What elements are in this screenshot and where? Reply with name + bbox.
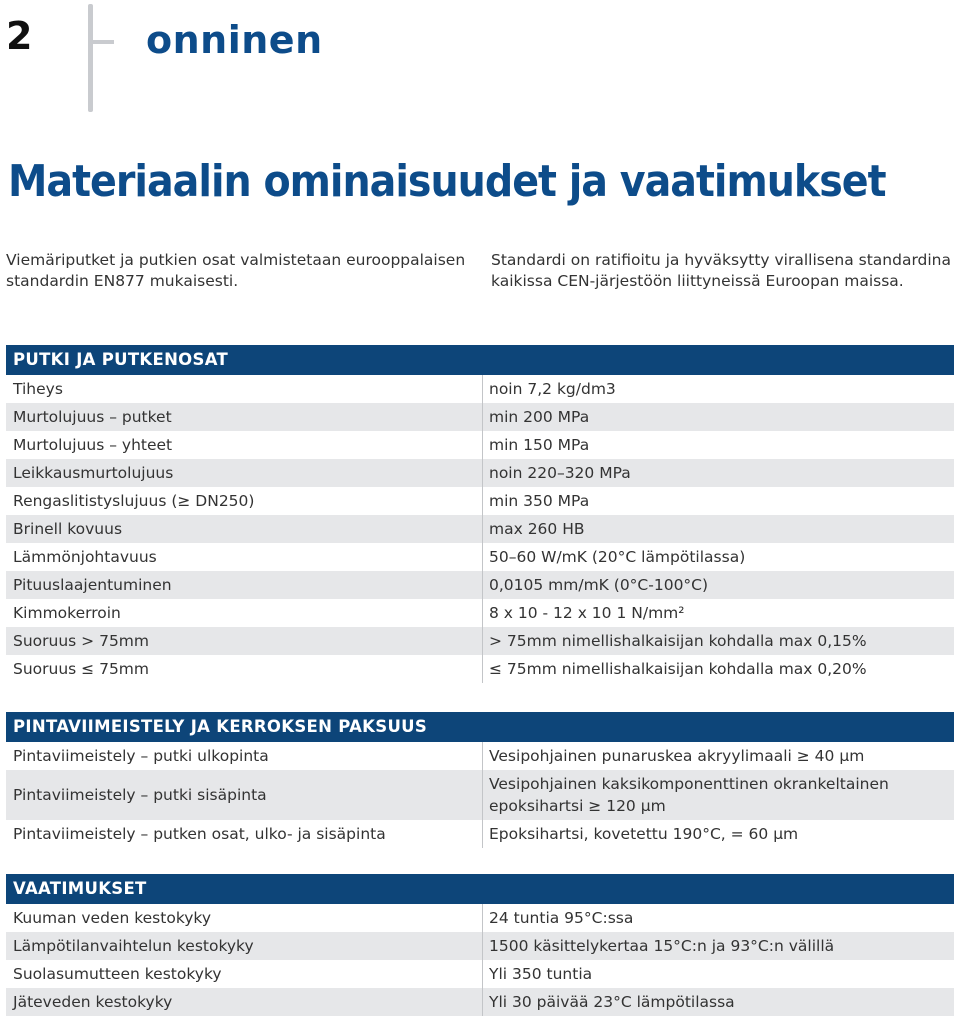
- property-value: Yli 30 päivää 23°C lämpötilassa: [482, 988, 954, 1016]
- property-name: Lämpötilanvaihtelun kestokyky: [13, 937, 254, 955]
- table-row: [6, 515, 954, 543]
- property-value: min 150 MPa: [482, 431, 954, 459]
- header-divider-vertical: [88, 4, 93, 112]
- table-body: [6, 904, 954, 1016]
- intro-left-paragraph: Viemäriputket ja putkien osat valmistetaan eurooppalaisen standardin EN877 mukaisesti.: [6, 251, 466, 290]
- table-row: [6, 375, 954, 403]
- intro-right-paragraph: Standardi on ratifioitu ja hyväksytty virallisena standardina kaikissa CEN-järjestöön liittyneissä Euroopan maissa.: [491, 251, 952, 290]
- property-name: Jäteveden kestokyky: [13, 993, 173, 1011]
- table-row: [6, 599, 954, 627]
- table-row: [6, 742, 954, 770]
- property-name: Murtolujuus – yhteet: [13, 436, 173, 454]
- property-value: 1500 käsittelykertaa 15°C:n ja 93°C:n välillä: [482, 932, 954, 960]
- property-name: Pintaviimeistely – putki sisäpinta: [13, 786, 267, 804]
- page-number: 2: [6, 14, 33, 58]
- table-row: [6, 431, 954, 459]
- table-heading: PUTKI JA PUTKENOSAT: [6, 345, 954, 375]
- property-value: max 260 HB: [482, 515, 954, 543]
- property-value: Epoksihartsi, kovetettu 190°C, = 60 µm: [482, 820, 954, 848]
- table-row: [6, 459, 954, 487]
- property-value: min 200 MPa: [482, 403, 954, 431]
- table-row: [6, 988, 954, 1016]
- property-name: Brinell kovuus: [13, 520, 123, 538]
- property-name: Tiheys: [13, 380, 63, 398]
- table-row: [6, 932, 954, 960]
- property-value: 24 tuntia 95°C:ssa: [482, 904, 954, 932]
- property-name: Pintaviimeistely – putki ulkopinta: [13, 747, 269, 765]
- property-name: Kuuman veden kestokyky: [13, 909, 212, 927]
- property-value: min 350 MPa: [482, 487, 954, 515]
- table-requirements: [6, 874, 954, 1016]
- table-pipe-properties: [6, 345, 954, 683]
- property-name: Pintaviimeistely – putken osat, ulko- ja sisäpinta: [13, 825, 386, 843]
- table-surface-finish: [6, 712, 954, 848]
- table-body: [6, 375, 954, 683]
- header-divider-tick: [92, 40, 114, 44]
- property-name: Suoruus ≤ 75mm: [13, 660, 150, 678]
- table-heading: VAATIMUKSET: [6, 874, 954, 904]
- property-name: Murtolujuus – putket: [13, 408, 172, 426]
- table-row: [6, 960, 954, 988]
- table-heading: PINTAVIIMEISTELY JA KERROKSEN PAKSUUS: [6, 712, 954, 742]
- property-name: Kimmokerroin: [13, 604, 121, 622]
- property-name: Leikkausmurtolujuus: [13, 464, 174, 482]
- property-value: 8 x 10 - 12 x 10 1 N/mm²: [482, 599, 954, 627]
- table-row: [6, 487, 954, 515]
- property-value: ≤ 75mm nimellishalkaisijan kohdalla max 0,20%: [482, 655, 954, 683]
- table-row: [6, 543, 954, 571]
- table-row: [6, 571, 954, 599]
- table-body: [6, 742, 954, 848]
- property-value: noin 7,2 kg/dm3: [482, 375, 954, 403]
- table-row: [6, 655, 954, 683]
- property-name: Suolasumutteen kestokyky: [13, 965, 222, 983]
- property-value: 0,0105 mm/mK (0°C-100°C): [482, 571, 954, 599]
- property-value: Vesipohjainen punaruskea akryylimaali ≥ 40 µm: [482, 742, 954, 770]
- table-row: [6, 820, 954, 848]
- table-row: [6, 627, 954, 655]
- table-row: [6, 904, 954, 932]
- property-value: Yli 350 tuntia: [482, 960, 954, 988]
- property-value: noin 220–320 MPa: [482, 459, 954, 487]
- page-title: Materiaalin ominaisuudet ja vaatimukset: [8, 156, 886, 207]
- property-value: 50–60 W/mK (20°C lämpötilassa): [482, 543, 954, 571]
- property-value: Vesipohjainen kaksikomponenttinen okrankeltainen epoksihartsi ≥ 120 µm: [482, 770, 954, 820]
- table-row: [6, 770, 954, 820]
- table-row: [6, 403, 954, 431]
- property-name: Rengaslitistyslujuus (≥ DN250): [13, 492, 255, 510]
- onninen-logo: onninen: [146, 18, 323, 62]
- property-name: Suoruus > 75mm: [13, 632, 150, 650]
- property-value: > 75mm nimellishalkaisijan kohdalla max 0,15%: [482, 627, 954, 655]
- property-name: Lämmönjohtavuus: [13, 548, 157, 566]
- property-name: Pituuslaajentuminen: [13, 576, 172, 594]
